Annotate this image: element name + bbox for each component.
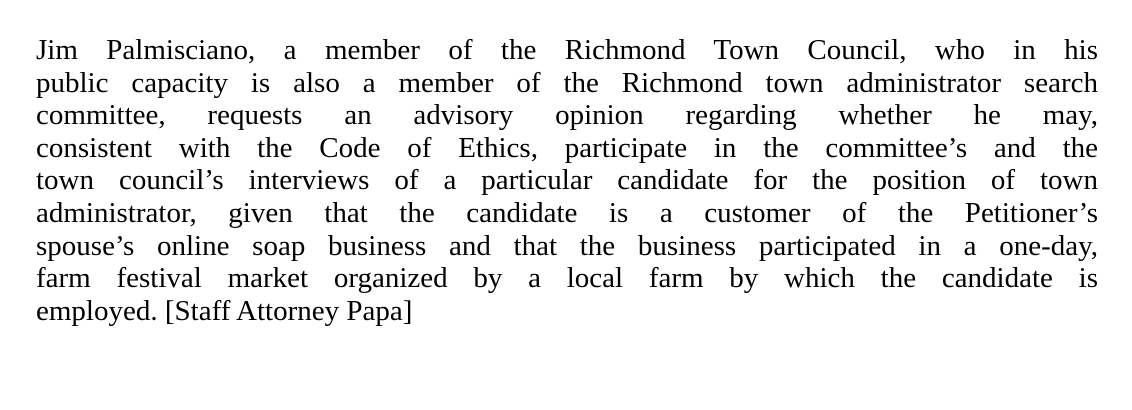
- paragraph-line-3: committee, requests an advisory opinion regarding whether he may,: [36, 99, 1098, 132]
- paragraph-line-1: Jim Palmisciano, a member of the Richmond Town Council, who in his: [36, 34, 1098, 66]
- paragraph-line-9: employed. [Staff Attorney Papa]: [36, 294, 413, 327]
- document-page: [36, 34, 1098, 327]
- paragraph-line-6: administrator, given that the candidate is a customer of the Petitioner’s: [36, 196, 1098, 229]
- opinion-summary-paragraph: [36, 34, 1098, 327]
- paragraph-line-5: town council’s interviews of a particular candidate for the position of town: [36, 164, 1098, 197]
- paragraph-line-8: farm festival market organized by a local farm by which the candidate is: [36, 262, 1098, 295]
- paragraph-line-7: spouse’s online soap business and that the business participated in a one-day,: [36, 229, 1098, 262]
- paragraph-line-2: public capacity is also a member of the Richmond town administrator search: [36, 66, 1098, 99]
- paragraph-line-4: consistent with the Code of Ethics, participate in the committee’s and the: [36, 131, 1098, 164]
